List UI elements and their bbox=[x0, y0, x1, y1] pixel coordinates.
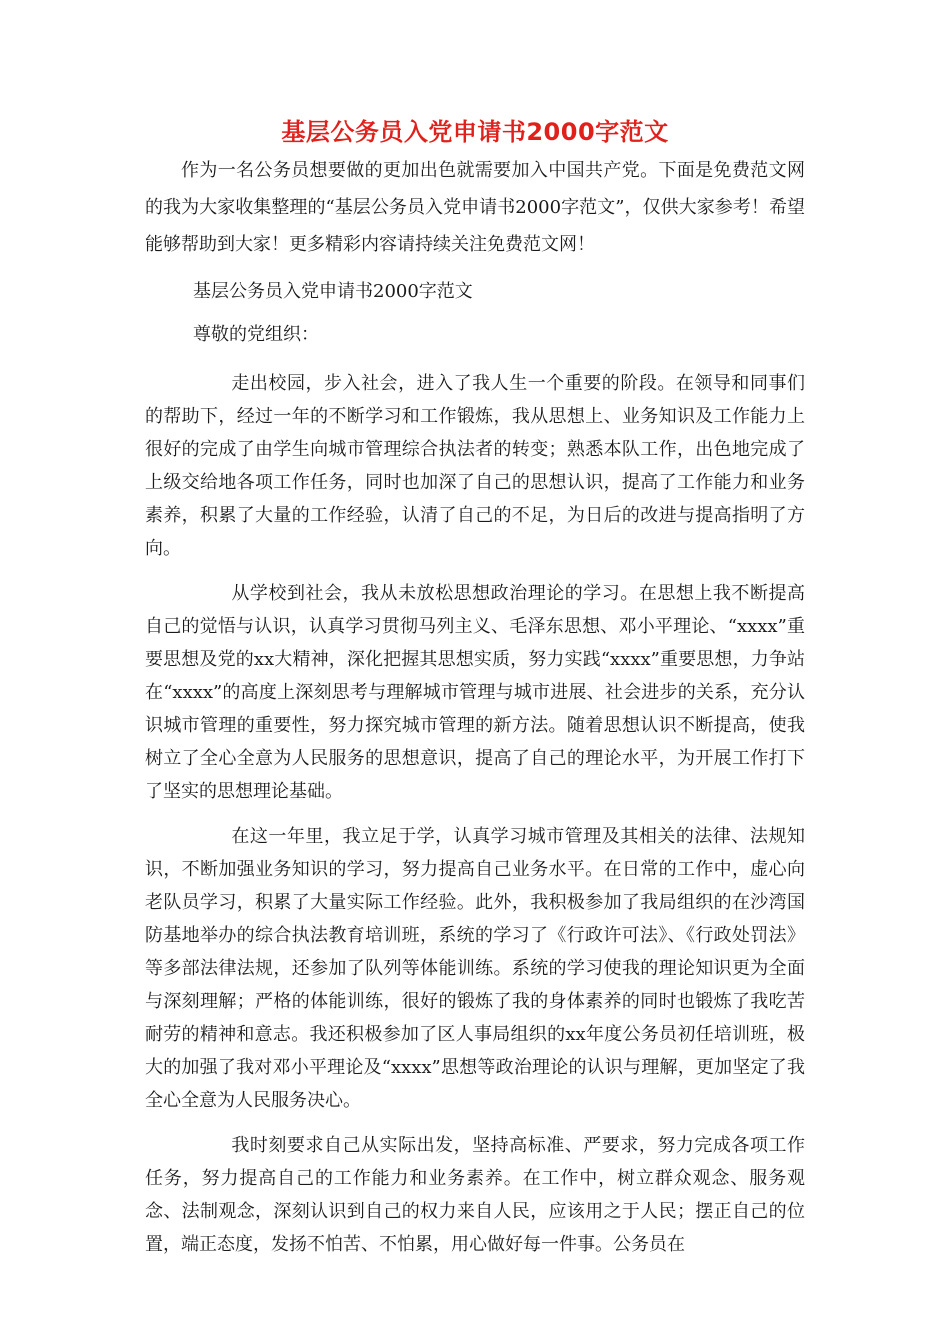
letter-subtitle: 基层公务员入党申请书2000字范文 bbox=[193, 281, 473, 302]
letter-greeting: 尊敬的党组织： bbox=[193, 324, 319, 345]
document-title: 基层公务员入党申请书2000字范文 bbox=[281, 118, 669, 146]
body-paragraph-1: 走出校园，步入社会，进入了我人生一个重要的阶段。在领导和同事们的帮助下，经过一年的不断学习和工作锻炼，我从思想上、业务知识及工作能力上很好的完成了由学生向城市管理综合执法者的转变；熟悉本队工作，出色地完成了上级交给地各项工作任务，同时也加深了自己的思想认识，提高了工作能力和业务素养，积累了大量的工作经验，认清了自己的不足，为日后的改进与提高指明了方向。 bbox=[145, 373, 805, 559]
intro-paragraph: 作为一名公务员想要做的更加出色就需要加入中国共产党。下面是免费范文网的我为大家收集整理的“基层公务员入党申请书2000字范文”，仅供大家参考！希望能够帮助到大家！更多精彩内容请持续关注免费范文网！ bbox=[145, 160, 805, 255]
body-paragraph-2: 从学校到社会，我从未放松思想政治理论的学习。在思想上我不断提高自己的觉悟与认识，认真学习贯彻马列主义、毛泽东思想、邓小平理论、“xxxx”重要思想及党的xx大精神，深化把握其思想实质，努力实践“xxxx”重要思想，力争站在“xxxx”的高度上深刻思考与理解城市管理与城市进展、社会进步的关系，充分认识城市管理的重要性，努力探究城市管理的新方法。随着思想认识不断提高，使我树立了全心全意为人民服务的思想意识，提高了自己的理论水平，为开展工作打下了坚实的思想理论基础。 bbox=[145, 583, 805, 802]
document-page bbox=[145, 112, 805, 1261]
body-paragraph-4: 我时刻要求自己从实际出发，坚持高标准、严要求，努力完成各项工作任务，努力提高自己的工作能力和业务素养。在工作中，树立群众观念、服务观念、法制观念，深刻认识到自己的权力来自人民，应该用之于人民；摆正自己的位置，端正态度，发扬不怕苦、不怕累，用心做好每一件事。公务员在 bbox=[145, 1135, 805, 1255]
body-paragraph-3: 在这一年里，我立足于学，认真学习城市管理及其相关的法律、法规知识，不断加强业务知识的学习，努力提高自己业务水平。在日常的工作中，虚心向老队员学习，积累了大量实际工作经验。此外，我积极参加了我局组织的在沙湾国防基地举办的综合执法教育培训班，系统的学习了《行政许可法》、《行政处罚法》等多部法律法规，还参加了队列等体能训练。系统的学习使我的理论知识更为全面与深刻理解；严格的体能训练，很好的锻炼了我的身体素养的同时也锻炼了我吃苦耐劳的精神和意志。我还积极参加了区人事局组织的xx年度公务员初任培训班，极大的加强了我对邓小平理论及“xxxx”思想等政治理论的认识与理解，更加坚定了我全心全意为人民服务决心。 bbox=[145, 826, 805, 1111]
